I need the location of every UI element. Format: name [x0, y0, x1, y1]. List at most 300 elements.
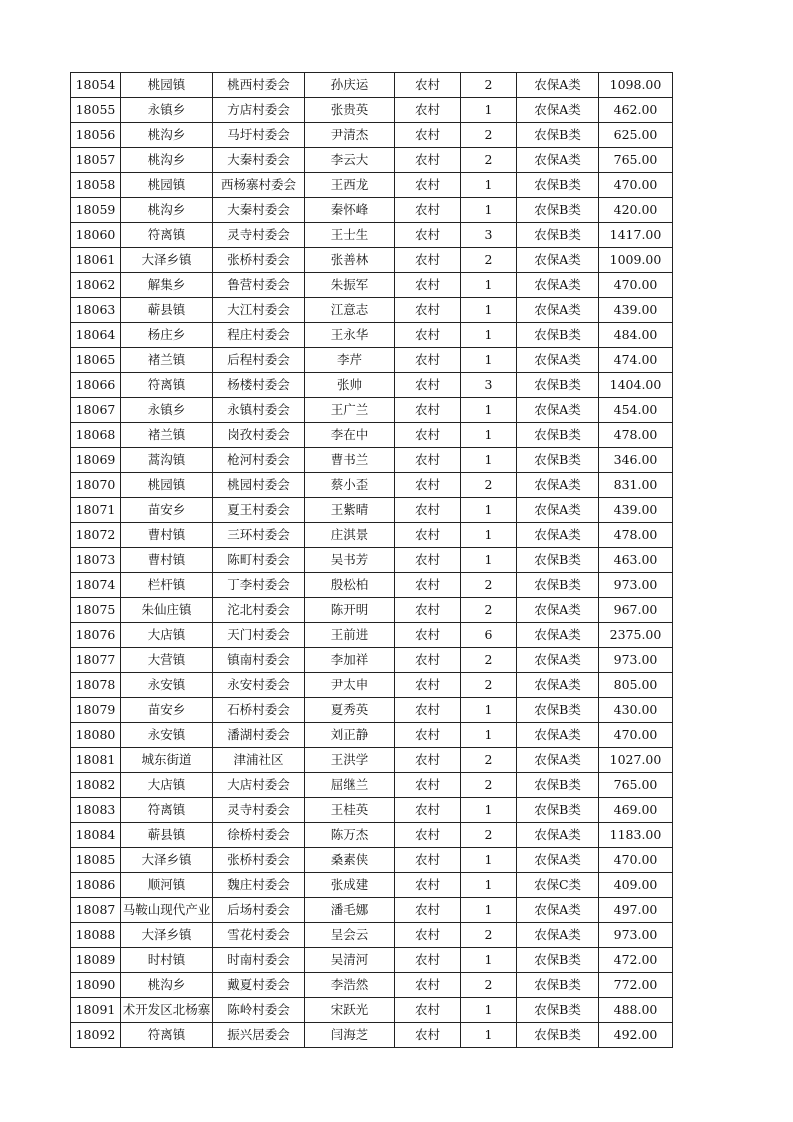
- table-row: [71, 748, 673, 773]
- town-cell: 桃园镇: [121, 173, 213, 198]
- village-cell: 方店村委会: [213, 98, 305, 123]
- person-count-cell: 2: [461, 123, 517, 148]
- person-count-cell: 1: [461, 498, 517, 523]
- record-id-cell: 18078: [71, 673, 121, 698]
- town-cell: 大泽乡镇: [121, 248, 213, 273]
- table-row: [71, 523, 673, 548]
- amount-cell: 497.00: [599, 898, 673, 923]
- village-cell: 陈岭村委会: [213, 998, 305, 1023]
- insurance-category-cell: 农保A类: [517, 923, 599, 948]
- household-type-cell: 农村: [395, 298, 461, 323]
- record-id-cell: 18054: [71, 73, 121, 98]
- table-row: [71, 298, 673, 323]
- record-id-cell: 18059: [71, 198, 121, 223]
- insurance-category-cell: 农保A类: [517, 273, 599, 298]
- household-type-cell: 农村: [395, 873, 461, 898]
- person-count-cell: 1: [461, 448, 517, 473]
- table-row: [71, 98, 673, 123]
- insurance-category-cell: 农保A类: [517, 598, 599, 623]
- record-id-cell: 18067: [71, 398, 121, 423]
- village-cell: 桃园村委会: [213, 473, 305, 498]
- village-cell: 石桥村委会: [213, 698, 305, 723]
- amount-cell: 462.00: [599, 98, 673, 123]
- household-type-cell: 农村: [395, 773, 461, 798]
- name-cell: 李加祥: [305, 648, 395, 673]
- table-row: [71, 223, 673, 248]
- table-row: [71, 198, 673, 223]
- town-cell: 朱仙庄镇: [121, 598, 213, 623]
- insurance-category-cell: 农保A类: [517, 523, 599, 548]
- village-cell: 岗孜村委会: [213, 423, 305, 448]
- household-type-cell: 农村: [395, 948, 461, 973]
- town-cell: 符离镇: [121, 373, 213, 398]
- person-count-cell: 1: [461, 348, 517, 373]
- amount-cell: 470.00: [599, 723, 673, 748]
- insurance-category-cell: 农保A类: [517, 298, 599, 323]
- household-type-cell: 农村: [395, 398, 461, 423]
- table-row: [71, 148, 673, 173]
- record-id-cell: 18069: [71, 448, 121, 473]
- village-cell: 马圩村委会: [213, 123, 305, 148]
- name-cell: 吴清河: [305, 948, 395, 973]
- town-cell: 符离镇: [121, 1023, 213, 1048]
- insurance-category-cell: 农保B类: [517, 423, 599, 448]
- household-type-cell: 农村: [395, 573, 461, 598]
- record-id-cell: 18064: [71, 323, 121, 348]
- town-cell: 蒿沟镇: [121, 448, 213, 473]
- town-cell: 马鞍山现代产业: [121, 898, 213, 923]
- household-type-cell: 农村: [395, 673, 461, 698]
- person-count-cell: 2: [461, 573, 517, 598]
- person-count-cell: 3: [461, 373, 517, 398]
- insurance-category-cell: 农保A类: [517, 623, 599, 648]
- village-cell: 丁李村委会: [213, 573, 305, 598]
- town-cell: 术开发区北杨寨: [121, 998, 213, 1023]
- insurance-category-cell: 农保B类: [517, 698, 599, 723]
- table-row: [71, 448, 673, 473]
- town-cell: 桃沟乡: [121, 123, 213, 148]
- town-cell: 苗安乡: [121, 498, 213, 523]
- household-type-cell: 农村: [395, 423, 461, 448]
- insurance-category-cell: 农保B类: [517, 198, 599, 223]
- person-count-cell: 1: [461, 998, 517, 1023]
- amount-cell: 439.00: [599, 298, 673, 323]
- insurance-category-cell: 农保A类: [517, 398, 599, 423]
- record-id-cell: 18074: [71, 573, 121, 598]
- relief-roster-table: [70, 72, 673, 1048]
- table-row: [71, 648, 673, 673]
- table-row: [71, 323, 673, 348]
- person-count-cell: 1: [461, 873, 517, 898]
- amount-cell: 472.00: [599, 948, 673, 973]
- village-cell: 鲁营村委会: [213, 273, 305, 298]
- village-cell: 永安村委会: [213, 673, 305, 698]
- household-type-cell: 农村: [395, 498, 461, 523]
- amount-cell: 470.00: [599, 173, 673, 198]
- record-id-cell: 18089: [71, 948, 121, 973]
- table-row: [71, 73, 673, 98]
- record-id-cell: 18061: [71, 248, 121, 273]
- name-cell: 宋跃光: [305, 998, 395, 1023]
- record-id-cell: 18075: [71, 598, 121, 623]
- amount-cell: 409.00: [599, 873, 673, 898]
- name-cell: 陈开明: [305, 598, 395, 623]
- record-id-cell: 18079: [71, 698, 121, 723]
- record-id-cell: 18056: [71, 123, 121, 148]
- town-cell: 苗安乡: [121, 698, 213, 723]
- insurance-category-cell: 农保B类: [517, 323, 599, 348]
- town-cell: 桃园镇: [121, 473, 213, 498]
- name-cell: 李浩然: [305, 973, 395, 998]
- insurance-category-cell: 农保B类: [517, 973, 599, 998]
- amount-cell: 439.00: [599, 498, 673, 523]
- household-type-cell: 农村: [395, 173, 461, 198]
- name-cell: 夏秀英: [305, 698, 395, 723]
- amount-cell: 2375.00: [599, 623, 673, 648]
- village-cell: 振兴居委会: [213, 1023, 305, 1048]
- name-cell: 庄淇景: [305, 523, 395, 548]
- person-count-cell: 1: [461, 98, 517, 123]
- insurance-category-cell: 农保A类: [517, 148, 599, 173]
- name-cell: 朱振军: [305, 273, 395, 298]
- amount-cell: 492.00: [599, 1023, 673, 1048]
- amount-cell: 973.00: [599, 923, 673, 948]
- person-count-cell: 2: [461, 973, 517, 998]
- table-row: [71, 573, 673, 598]
- person-count-cell: 1: [461, 898, 517, 923]
- insurance-category-cell: 农保B类: [517, 173, 599, 198]
- name-cell: 王桂英: [305, 798, 395, 823]
- person-count-cell: 1: [461, 523, 517, 548]
- amount-cell: 478.00: [599, 523, 673, 548]
- town-cell: 杨庄乡: [121, 323, 213, 348]
- table-row: [71, 173, 673, 198]
- name-cell: 李芹: [305, 348, 395, 373]
- amount-cell: 470.00: [599, 273, 673, 298]
- name-cell: 殷松柏: [305, 573, 395, 598]
- amount-cell: 973.00: [599, 573, 673, 598]
- name-cell: 尹太申: [305, 673, 395, 698]
- person-count-cell: 1: [461, 798, 517, 823]
- insurance-category-cell: 农保B类: [517, 1023, 599, 1048]
- record-id-cell: 18082: [71, 773, 121, 798]
- record-id-cell: 18081: [71, 748, 121, 773]
- insurance-category-cell: 农保A类: [517, 898, 599, 923]
- table-row: [71, 598, 673, 623]
- town-cell: 桃沟乡: [121, 148, 213, 173]
- person-count-cell: 1: [461, 173, 517, 198]
- person-count-cell: 1: [461, 723, 517, 748]
- town-cell: 桃沟乡: [121, 198, 213, 223]
- village-cell: 永镇村委会: [213, 398, 305, 423]
- table-row: [71, 673, 673, 698]
- household-type-cell: 农村: [395, 923, 461, 948]
- village-cell: 灵寺村委会: [213, 798, 305, 823]
- town-cell: 大泽乡镇: [121, 848, 213, 873]
- household-type-cell: 农村: [395, 198, 461, 223]
- record-id-cell: 18070: [71, 473, 121, 498]
- village-cell: 枪河村委会: [213, 448, 305, 473]
- person-count-cell: 1: [461, 948, 517, 973]
- table-row: [71, 473, 673, 498]
- record-id-cell: 18062: [71, 273, 121, 298]
- table-row: [71, 898, 673, 923]
- record-id-cell: 18058: [71, 173, 121, 198]
- amount-cell: 454.00: [599, 398, 673, 423]
- record-id-cell: 18063: [71, 298, 121, 323]
- village-cell: 大秦村委会: [213, 148, 305, 173]
- table-row: [71, 823, 673, 848]
- village-cell: 津浦社区: [213, 748, 305, 773]
- amount-cell: 420.00: [599, 198, 673, 223]
- household-type-cell: 农村: [395, 723, 461, 748]
- insurance-category-cell: 农保B类: [517, 123, 599, 148]
- village-cell: 张桥村委会: [213, 848, 305, 873]
- insurance-category-cell: 农保B类: [517, 373, 599, 398]
- record-id-cell: 18086: [71, 873, 121, 898]
- household-type-cell: 农村: [395, 898, 461, 923]
- village-cell: 西杨寨村委会: [213, 173, 305, 198]
- person-count-cell: 6: [461, 623, 517, 648]
- village-cell: 天门村委会: [213, 623, 305, 648]
- name-cell: 蔡小歪: [305, 473, 395, 498]
- town-cell: 大店镇: [121, 773, 213, 798]
- amount-cell: 765.00: [599, 148, 673, 173]
- person-count-cell: 1: [461, 273, 517, 298]
- insurance-category-cell: 农保B类: [517, 773, 599, 798]
- amount-cell: 1009.00: [599, 248, 673, 273]
- person-count-cell: 2: [461, 148, 517, 173]
- household-type-cell: 农村: [395, 123, 461, 148]
- table-body: [71, 73, 673, 1048]
- table-row: [71, 623, 673, 648]
- record-id-cell: 18071: [71, 498, 121, 523]
- name-cell: 江意志: [305, 298, 395, 323]
- town-cell: 栏杆镇: [121, 573, 213, 598]
- amount-cell: 474.00: [599, 348, 673, 373]
- record-id-cell: 18092: [71, 1023, 121, 1048]
- village-cell: 魏庄村委会: [213, 873, 305, 898]
- village-cell: 夏王村委会: [213, 498, 305, 523]
- name-cell: 曹书兰: [305, 448, 395, 473]
- name-cell: 张善林: [305, 248, 395, 273]
- person-count-cell: 1: [461, 698, 517, 723]
- name-cell: 王西龙: [305, 173, 395, 198]
- insurance-category-cell: 农保A类: [517, 648, 599, 673]
- record-id-cell: 18060: [71, 223, 121, 248]
- insurance-category-cell: 农保A类: [517, 473, 599, 498]
- amount-cell: 772.00: [599, 973, 673, 998]
- record-id-cell: 18080: [71, 723, 121, 748]
- record-id-cell: 18091: [71, 998, 121, 1023]
- table-row: [71, 398, 673, 423]
- village-cell: 潘湖村委会: [213, 723, 305, 748]
- town-cell: 永安镇: [121, 723, 213, 748]
- town-cell: 城东街道: [121, 748, 213, 773]
- insurance-category-cell: 农保B类: [517, 548, 599, 573]
- person-count-cell: 2: [461, 598, 517, 623]
- amount-cell: 484.00: [599, 323, 673, 348]
- household-type-cell: 农村: [395, 848, 461, 873]
- record-id-cell: 18066: [71, 373, 121, 398]
- person-count-cell: 1: [461, 548, 517, 573]
- table-row: [71, 798, 673, 823]
- village-cell: 程庄村委会: [213, 323, 305, 348]
- table-row: [71, 548, 673, 573]
- table-row: [71, 848, 673, 873]
- person-count-cell: 2: [461, 248, 517, 273]
- village-cell: 桃西村委会: [213, 73, 305, 98]
- town-cell: 蕲县镇: [121, 298, 213, 323]
- insurance-category-cell: 农保A类: [517, 348, 599, 373]
- name-cell: 王紫晴: [305, 498, 395, 523]
- household-type-cell: 农村: [395, 273, 461, 298]
- town-cell: 符离镇: [121, 798, 213, 823]
- record-id-cell: 18065: [71, 348, 121, 373]
- insurance-category-cell: 农保A类: [517, 848, 599, 873]
- village-cell: 沱北村委会: [213, 598, 305, 623]
- person-count-cell: 1: [461, 848, 517, 873]
- record-id-cell: 18073: [71, 548, 121, 573]
- table-row: [71, 973, 673, 998]
- name-cell: 张贵英: [305, 98, 395, 123]
- village-cell: 大江村委会: [213, 298, 305, 323]
- household-type-cell: 农村: [395, 748, 461, 773]
- name-cell: 刘正静: [305, 723, 395, 748]
- amount-cell: 805.00: [599, 673, 673, 698]
- town-cell: 褚兰镇: [121, 348, 213, 373]
- record-id-cell: 18087: [71, 898, 121, 923]
- record-id-cell: 18077: [71, 648, 121, 673]
- person-count-cell: 2: [461, 73, 517, 98]
- name-cell: 王永华: [305, 323, 395, 348]
- amount-cell: 1404.00: [599, 373, 673, 398]
- amount-cell: 625.00: [599, 123, 673, 148]
- household-type-cell: 农村: [395, 323, 461, 348]
- record-id-cell: 18083: [71, 798, 121, 823]
- name-cell: 孙庆运: [305, 73, 395, 98]
- amount-cell: 470.00: [599, 848, 673, 873]
- name-cell: 陈万杰: [305, 823, 395, 848]
- insurance-category-cell: 农保A类: [517, 498, 599, 523]
- record-id-cell: 18068: [71, 423, 121, 448]
- name-cell: 王广兰: [305, 398, 395, 423]
- household-type-cell: 农村: [395, 373, 461, 398]
- village-cell: 徐桥村委会: [213, 823, 305, 848]
- household-type-cell: 农村: [395, 998, 461, 1023]
- table-row: [71, 873, 673, 898]
- town-cell: 永安镇: [121, 673, 213, 698]
- table-row: [71, 923, 673, 948]
- town-cell: 大店镇: [121, 623, 213, 648]
- table-row: [71, 948, 673, 973]
- record-id-cell: 18057: [71, 148, 121, 173]
- person-count-cell: 2: [461, 923, 517, 948]
- table-row: [71, 373, 673, 398]
- village-cell: 陈町村委会: [213, 548, 305, 573]
- name-cell: 李在中: [305, 423, 395, 448]
- village-cell: 后程村委会: [213, 348, 305, 373]
- insurance-category-cell: 农保B类: [517, 948, 599, 973]
- household-type-cell: 农村: [395, 523, 461, 548]
- table-row: [71, 723, 673, 748]
- household-type-cell: 农村: [395, 798, 461, 823]
- household-type-cell: 农村: [395, 348, 461, 373]
- insurance-category-cell: 农保A类: [517, 748, 599, 773]
- household-type-cell: 农村: [395, 1023, 461, 1048]
- person-count-cell: 2: [461, 473, 517, 498]
- table-row: [71, 423, 673, 448]
- name-cell: 尹清杰: [305, 123, 395, 148]
- table-row: [71, 273, 673, 298]
- amount-cell: 1417.00: [599, 223, 673, 248]
- record-id-cell: 18076: [71, 623, 121, 648]
- household-type-cell: 农村: [395, 698, 461, 723]
- household-type-cell: 农村: [395, 823, 461, 848]
- insurance-category-cell: 农保B类: [517, 223, 599, 248]
- person-count-cell: 3: [461, 223, 517, 248]
- table-row: [71, 773, 673, 798]
- name-cell: 李云大: [305, 148, 395, 173]
- household-type-cell: 农村: [395, 448, 461, 473]
- name-cell: 屈继兰: [305, 773, 395, 798]
- name-cell: 吴书芳: [305, 548, 395, 573]
- village-cell: 三环村委会: [213, 523, 305, 548]
- table-row: [71, 698, 673, 723]
- record-id-cell: 18072: [71, 523, 121, 548]
- person-count-cell: 1: [461, 398, 517, 423]
- insurance-category-cell: 农保B类: [517, 998, 599, 1023]
- person-count-cell: 1: [461, 198, 517, 223]
- name-cell: 张成建: [305, 873, 395, 898]
- amount-cell: 1027.00: [599, 748, 673, 773]
- village-cell: 后场村委会: [213, 898, 305, 923]
- town-cell: 永镇乡: [121, 398, 213, 423]
- town-cell: 永镇乡: [121, 98, 213, 123]
- person-count-cell: 1: [461, 298, 517, 323]
- amount-cell: 488.00: [599, 998, 673, 1023]
- person-count-cell: 1: [461, 1023, 517, 1048]
- amount-cell: 1098.00: [599, 73, 673, 98]
- insurance-category-cell: 农保A类: [517, 823, 599, 848]
- household-type-cell: 农村: [395, 223, 461, 248]
- person-count-cell: 1: [461, 323, 517, 348]
- town-cell: 蕲县镇: [121, 823, 213, 848]
- village-cell: 张桥村委会: [213, 248, 305, 273]
- household-type-cell: 农村: [395, 623, 461, 648]
- village-cell: 戴夏村委会: [213, 973, 305, 998]
- village-cell: 杨楼村委会: [213, 373, 305, 398]
- name-cell: 王前进: [305, 623, 395, 648]
- amount-cell: 1183.00: [599, 823, 673, 848]
- town-cell: 曹村镇: [121, 548, 213, 573]
- amount-cell: 967.00: [599, 598, 673, 623]
- household-type-cell: 农村: [395, 973, 461, 998]
- person-count-cell: 2: [461, 673, 517, 698]
- insurance-category-cell: 农保A类: [517, 723, 599, 748]
- name-cell: 桑素侠: [305, 848, 395, 873]
- town-cell: 褚兰镇: [121, 423, 213, 448]
- person-count-cell: 2: [461, 648, 517, 673]
- person-count-cell: 1: [461, 423, 517, 448]
- household-type-cell: 农村: [395, 648, 461, 673]
- record-id-cell: 18085: [71, 848, 121, 873]
- town-cell: 时村镇: [121, 948, 213, 973]
- town-cell: 大泽乡镇: [121, 923, 213, 948]
- insurance-category-cell: 农保B类: [517, 448, 599, 473]
- amount-cell: 463.00: [599, 548, 673, 573]
- record-id-cell: 18090: [71, 973, 121, 998]
